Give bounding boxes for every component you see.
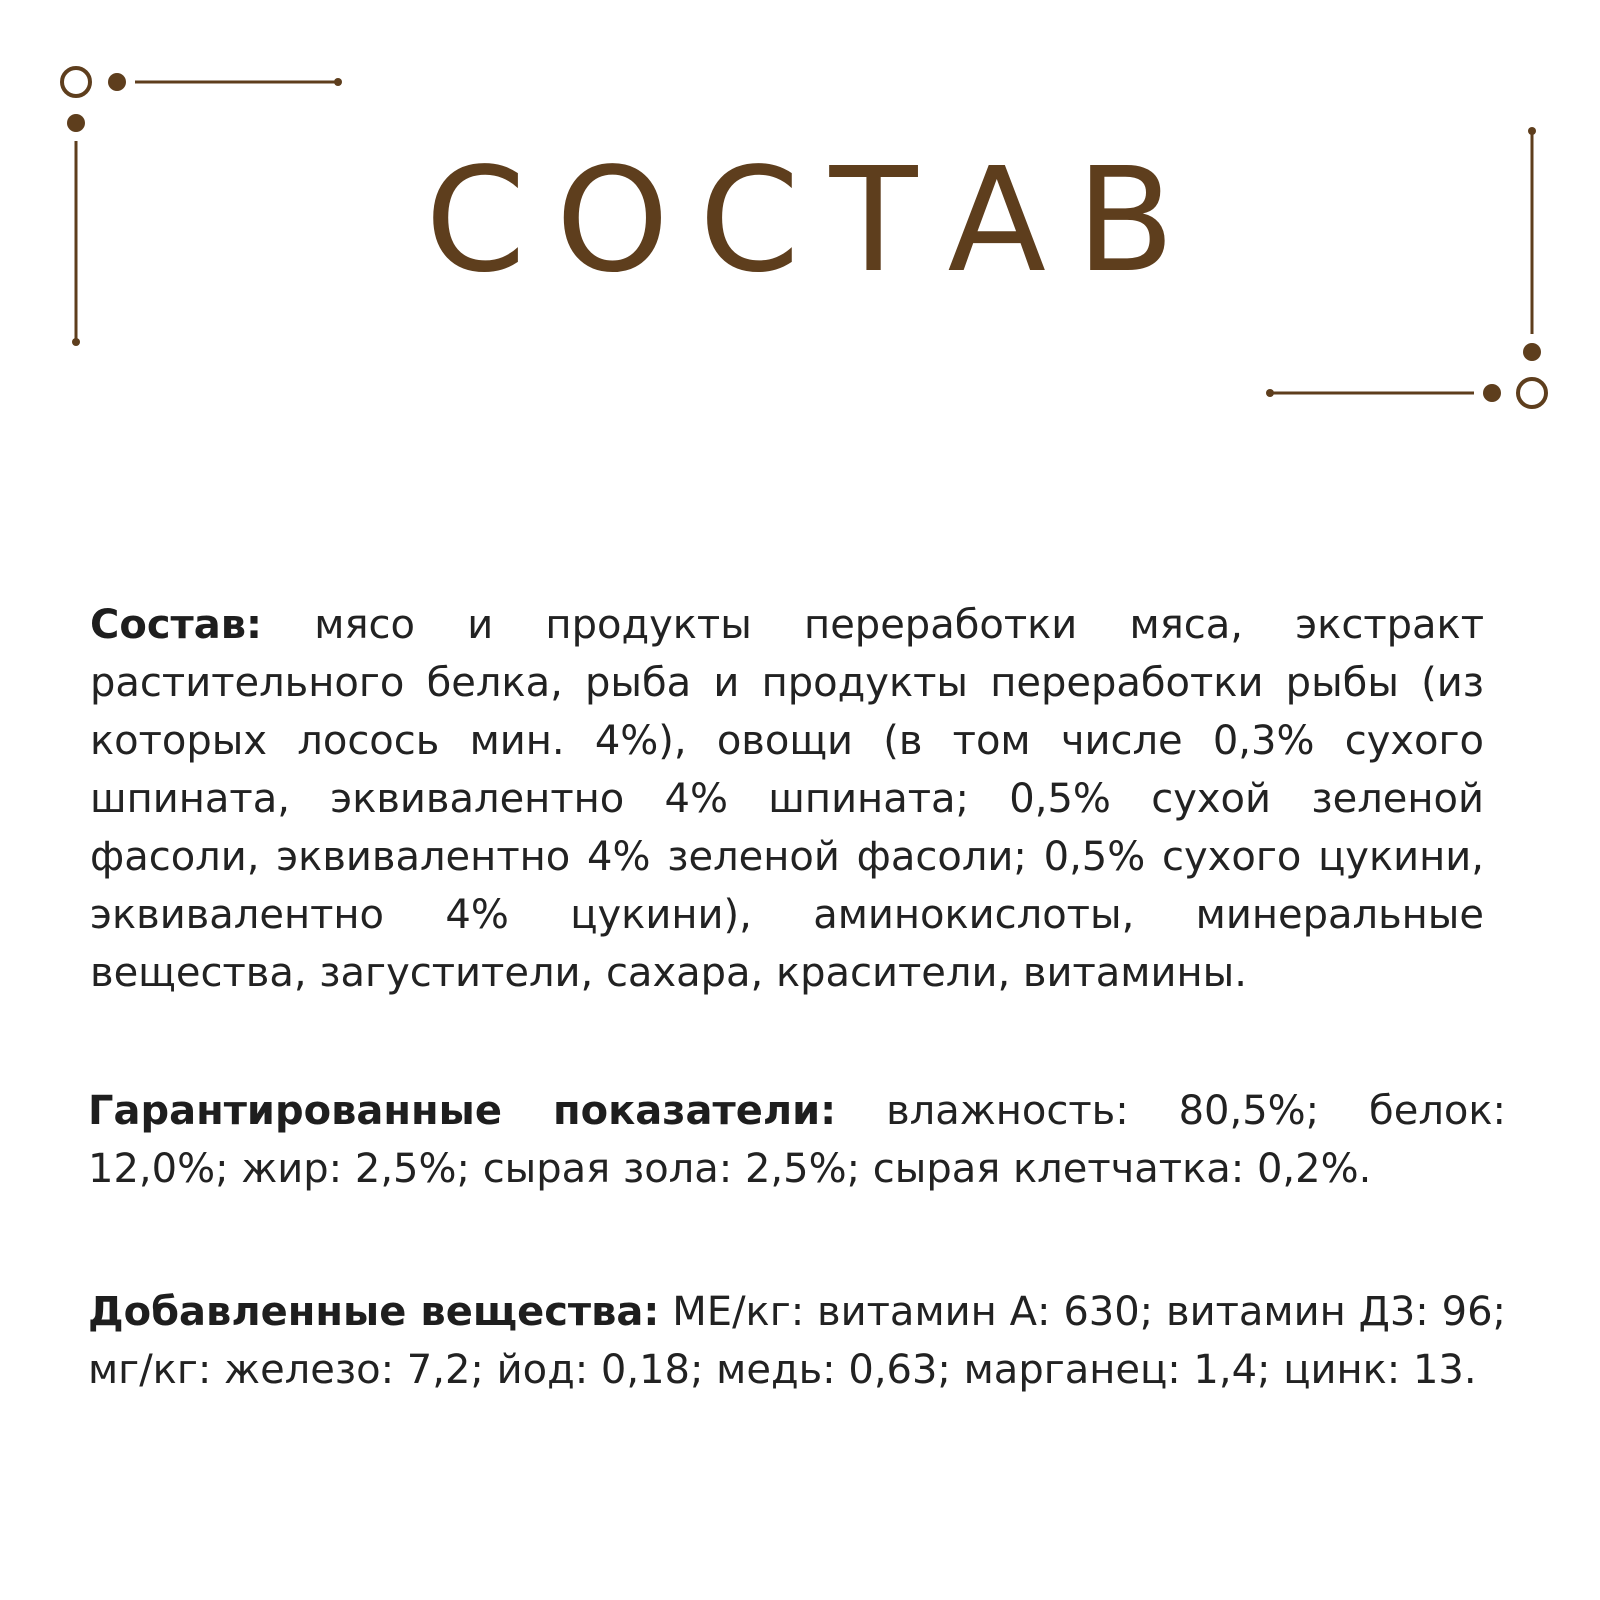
ring-icon [1518, 379, 1546, 407]
added-substances-section [88, 1283, 1506, 1399]
dot-icon [1483, 384, 1501, 402]
rule-end-dot [334, 78, 342, 86]
guaranteed-values-section [88, 1082, 1506, 1198]
composition-text: мясо и продукты переработки мяса, экстракт растительного белка, рыба и продукты переработки рыбы (из которых лосось мин. 4%), овощи (в том числе 0,3% сухого шпината, эквивалентно 4% шпината; 0,5% сухой зеленой фасоли, эквивалентно 4% зеленой фасоли; 0,5% сухого цукини, эквивалентно 4% цукини), аминокислоты, минеральные вещества, загустители, сахара, красители, витамины. [90, 602, 1484, 996]
composition-section [90, 596, 1484, 1002]
dot-icon [67, 114, 85, 132]
page-title: СОСТАВ [425, 136, 1205, 304]
added-substances-label: Добавленные вещества: [88, 1289, 660, 1335]
guaranteed-values-text: влажность: 80,5%; белок: 12,0%; жир: 2,5%; сырая зола: 2,5%; сырая клетчатка: 0,2%. [88, 1088, 1506, 1192]
dot-icon [1523, 343, 1541, 361]
dot-icon [108, 73, 126, 91]
guaranteed-values-label: Гарантированные показатели: [88, 1088, 837, 1134]
rule-end-dot [72, 338, 80, 346]
added-substances-text: МЕ/кг: витамин А: 630; витамин Д3: 96; мг/кг: железо: 7,2; йод: 0,18; медь: 0,63; марганец: 1,4; цинк: 13. [88, 1289, 1507, 1393]
ring-icon [62, 68, 90, 96]
composition-label: Состав: [90, 602, 263, 648]
